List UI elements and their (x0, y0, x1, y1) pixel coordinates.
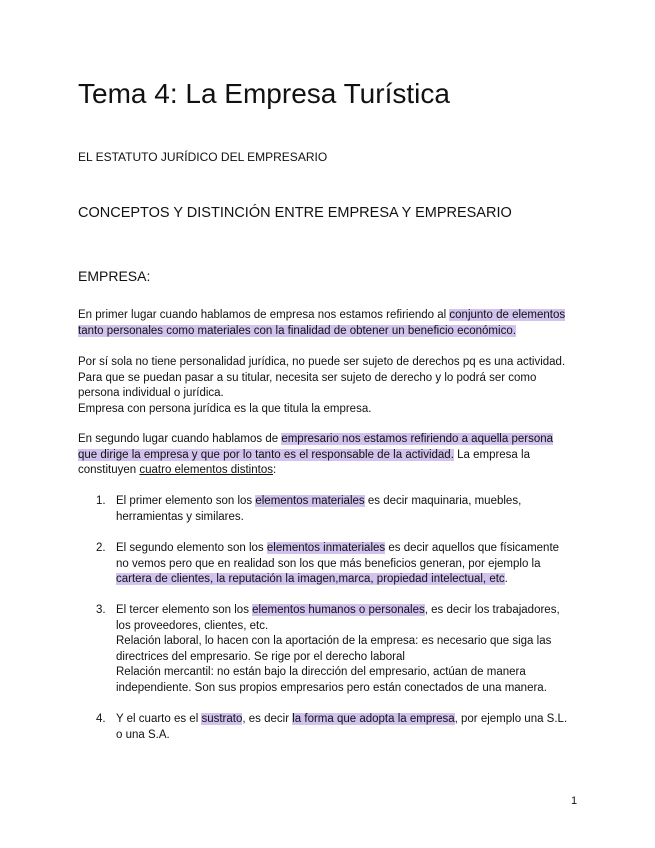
paragraph-empresa-definicion (78, 308, 588, 339)
highlight-text: cartera de clientes, la reputación la imagen,marca, propiedad intelectual, etc (116, 573, 505, 585)
paragraph-line: Empresa con persona jurídica es la que titula la empresa. (78, 402, 372, 415)
list-text: Relación laboral, lo hacen con la aportación de la empresa: es necesario que siga las (116, 635, 552, 647)
highlight-text: conjunto de elementos (449, 309, 566, 321)
page-title: Tema 4: La Empresa Turística (78, 78, 450, 109)
list-text: El tercer elemento son los (116, 604, 253, 616)
list-text: independiente. Son sus propios empresarios pero están conectados de una manera. (116, 681, 547, 694)
list-text: o una S.A. (116, 728, 170, 741)
list-item (78, 494, 588, 525)
list-text: directrices del empresario. Se rige por el derecho laboral (116, 650, 405, 663)
highlight-text: elementos humanos o personales (252, 604, 425, 616)
list-text: Y el cuarto es el (116, 713, 202, 725)
list-number: 2. (96, 542, 106, 554)
list-text: El primer elemento son los (116, 495, 256, 507)
list-number: 3. (96, 604, 106, 616)
underlined-text: cuatro elementos distintos (139, 464, 273, 476)
list-text: , es decir los trabajadores, (424, 604, 560, 616)
list-text: los proveedores, clientes, etc. (116, 619, 269, 632)
list-text: no vemos pero que en realidad son los que más beneficios generan, por ejemplo la (116, 557, 541, 570)
list-text: es decir maquinaria, muebles, (364, 495, 522, 507)
paragraph-text: constituyen (78, 464, 140, 476)
paragraph-text: : (272, 464, 277, 476)
section-heading-conceptos: CONCEPTOS Y DISTINCIÓN ENTRE EMPRESA Y EMPRESARIO (78, 205, 512, 221)
highlight-text: la forma que adopta la empresa (292, 713, 455, 725)
list-text: El segundo elemento son los (116, 542, 267, 554)
list-item (78, 603, 588, 696)
highlight-text: empresario nos estamos refiriendo a aquella persona (281, 433, 554, 445)
list-text: . (504, 573, 508, 585)
list-text: herramientas y similares. (116, 510, 244, 523)
list-text: , es decir (242, 713, 293, 725)
list-text: es decir aquellos que físicamente (385, 542, 560, 554)
paragraph-line: persona individual o jurídica. (78, 387, 224, 399)
highlight-text: tanto personales como materiales con la finalidad de obtener un beneficio económico. (78, 324, 516, 337)
paragraph-line: Para que se puedan pasar a su titular, necesita ser sujeto de derecho y lo podrá ser como (78, 371, 537, 384)
paragraph-text: En primer lugar cuando hablamos de empresa nos estamos refiriendo al (78, 309, 450, 321)
list-text: Relación mercantil: no están bajo la dirección del empresario, actúan de manera (116, 666, 526, 678)
list-item (78, 541, 588, 588)
paragraph-text: La empresa la (453, 448, 530, 461)
section-heading-estatuto: EL ESTATUTO JURÍDICO DEL EMPRESARIO (78, 150, 328, 164)
paragraph-empresario-definicion (78, 432, 588, 479)
list-number: 4. (96, 713, 106, 725)
highlight-text: que dirige la empresa y que por lo tanto es el responsable de la actividad. (78, 448, 454, 461)
paragraph-personalidad (78, 355, 588, 417)
empresa-heading: EMPRESA: (78, 268, 151, 284)
list-text: , por ejemplo una S.L. (454, 713, 568, 725)
highlight-text: elementos materiales (255, 495, 365, 507)
highlight-text: elementos inmateriales (266, 542, 386, 554)
paragraph-text: En segundo lugar cuando hablamos de (78, 433, 282, 445)
paragraph-line: Por sí sola no tiene personalidad jurídica, no puede ser sujeto de derechos pq es una actividad. (78, 356, 566, 368)
highlight-text: sustrato (201, 713, 243, 725)
list-item (78, 712, 588, 743)
list-number: 1. (96, 495, 106, 507)
page-number: 1 (571, 795, 578, 807)
